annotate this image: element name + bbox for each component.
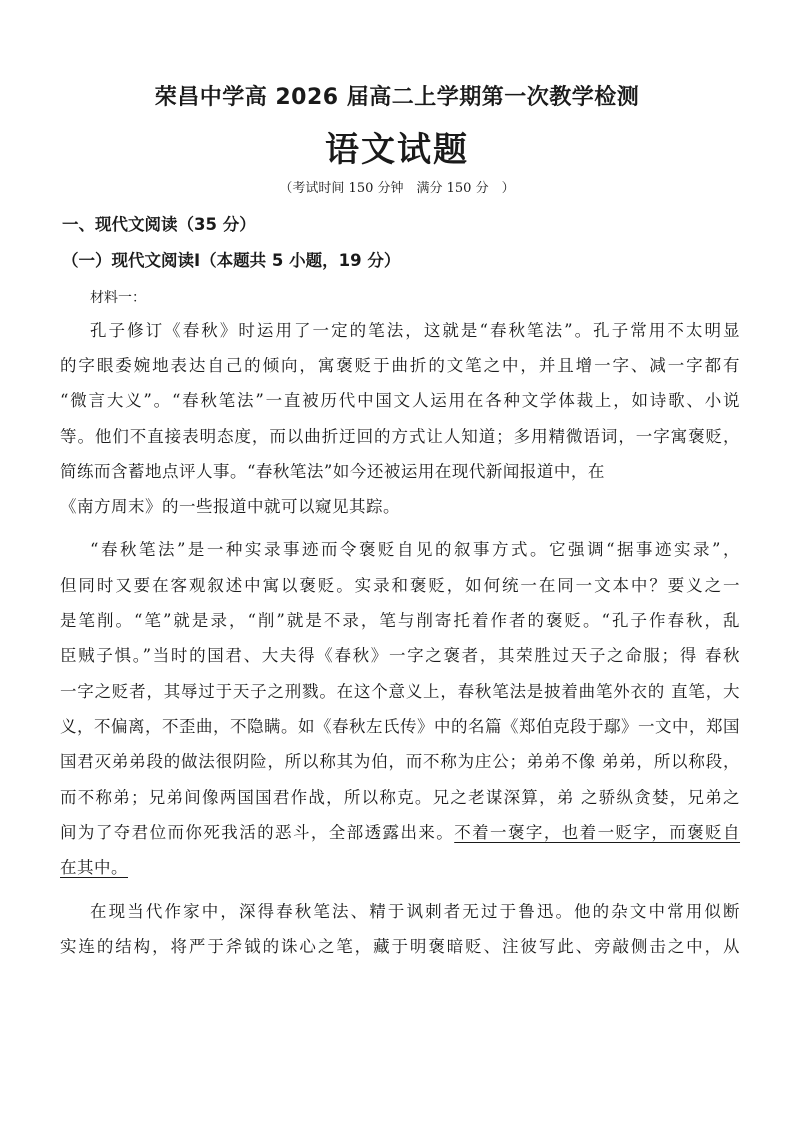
paragraph-text: 间为了夺君位而你死我活的恶斗，全部透露出来。 (60, 823, 455, 842)
underlined-sentence: 不着一褒字，也着一贬字，而褒贬自 (454, 823, 741, 842)
paragraph-line: 臣贼子惧。”当时的国君、大夫得《春秋》一字之褒者，其荣胜过天子之命服；得 春秋 (60, 646, 740, 665)
underlined-sentence-end: 在其中。 (60, 858, 128, 877)
exam-info: （考试时间 150 分钟 满分 150 分 ） (279, 181, 515, 196)
section-heading: 一、现代文阅读（35 分） (62, 215, 256, 234)
paragraph-line: 一字之贬者，其辱过于天子之刑戮。在这个意义上，春秋笔法是披着曲笔外衣的 直笔，大 (60, 682, 740, 701)
paragraph-line: 《南方周末》的一些报道中就可以窥见其踪。 (60, 497, 400, 516)
paragraph-line: 等。他们不直接表明态度，而以曲折迂回的方式让人知道；多用精微语词，一字寓褒贬， (60, 427, 740, 446)
exam-title: 荣昌中学高 2026 届高二上学期第一次教学检测 (154, 85, 640, 110)
paragraph-line: 孔子修订《春秋》时运用了一定的笔法，这就是“春秋笔法”。孔子常用不太明显 (90, 321, 740, 340)
paragraph-line: 义，不偏离，不歪曲，不隐瞒。如《春秋左氏传》中的名篇《郑伯克段于鄢》一文中，郑国 (60, 717, 740, 736)
paragraph-line: 是笔削。“笔”就是录，“削”就是不录，笔与削寄托着作者的褒贬。“孔子作春秋，乱 (60, 611, 740, 630)
subsection-heading: （一）现代文阅读Ⅰ（本题共 5 小题，19 分） (62, 251, 401, 270)
paragraph-line (60, 858, 740, 878)
paragraph-line: “微言大义”。“春秋笔法”一直被历代中国文人运用在各种文学体裁上，如诗歌、小说 (60, 391, 740, 410)
paragraph-line: 的字眼委婉地表达自己的倾向，寓褒贬于曲折的文笔之中，并且增一字、减一字都有 (60, 356, 740, 375)
paragraph-line: 实连的结构，将严于斧钺的诛心之笔，藏于明褒暗贬、注彼写此、旁敲侧击之中，从 (60, 937, 740, 956)
paragraph-line: 但同时又要在客观叙述中寓以褒贬。实录和褒贬，如何统一在同一文本中？要义之一 (60, 576, 740, 595)
paragraph-line: 而不称弟；兄弟间像两国国君作战，所以称克。兄之老谋深算，弟 之骄纵贪婪，兄弟之 (60, 788, 740, 807)
paragraph-line: 简练而含蓄地点评人事。“春秋笔法”如今还被运用在现代新闻报道中，在 (60, 462, 605, 481)
material-label: 材料一： (90, 290, 146, 306)
paragraph-line: “春秋笔法”是一种实录事迹而令褒贬自见的叙事方式。它强调“据事迹实录”， (90, 540, 740, 559)
subject-title: 语文试题 (325, 130, 469, 170)
paragraph-line-with-underline (60, 823, 740, 843)
paragraph-line: 国君灭弟弟段的做法很阴险，所以称其为伯，而不称为庄公；弟弟不像 弟弟，所以称段， (60, 752, 740, 771)
paragraph-line: 在现当代作家中，深得春秋笔法、精于讽刺者无过于鲁迅。他的杂文中常用似断 (90, 902, 740, 921)
